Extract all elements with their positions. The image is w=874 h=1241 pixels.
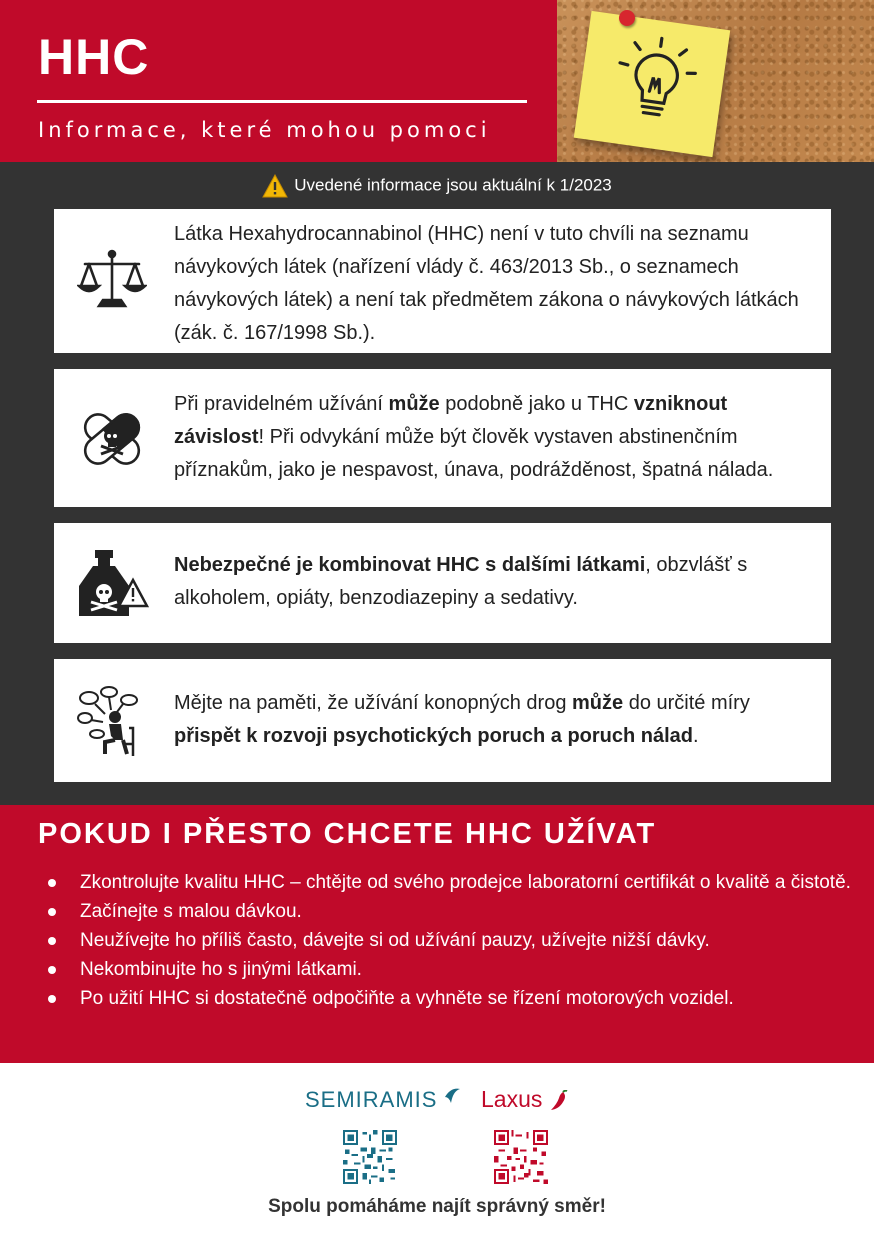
laxus-logo-text: Laxus (481, 1086, 543, 1112)
card-text-part: podobně jako u THC (439, 393, 634, 415)
laxus-logo (481, 1086, 569, 1113)
card-text (174, 687, 813, 753)
card-text-part: , obzvlášť s alkoholem, opiáty, benzodiazepiny a sedativy. (174, 554, 748, 609)
semiramis-logo (305, 1087, 461, 1113)
card-text-part: Mějte na paměti, že užívání konopných drog (174, 692, 573, 714)
semiramis-logo-text: SEMIRAMIS (305, 1087, 438, 1112)
poison-bottle-warning-icon (72, 543, 152, 623)
list-item: Neužívejte ho příliš často, dávejte si od užívání pauzy, užívejte nižší dávky. (48, 926, 858, 955)
lightbulb-icon (606, 30, 706, 130)
title-divider (37, 100, 527, 103)
scales-icon (72, 241, 152, 321)
card-text-emphasis: přispět k rozvoji psychotických poruch a poruch nálad (174, 725, 694, 747)
card-text-part: . (693, 725, 699, 747)
laxus-qr-code[interactable] (494, 1130, 548, 1184)
card-text-body: Látka Hexahydrocannabinol (HHC) není v tuto chvíli na seznamu návykových látek (nařízení vlády č. 463/2013 Sb., o seznamech návykových látek) a není tak předmětem zákona o návykových látkách (zák. č. 167/1998 Sb.). (174, 223, 799, 344)
notice-text: Uvedené informace jsou aktuální k 1/2023 (294, 175, 612, 195)
list-item: Nekombinujte ho s jinými látkami. (48, 955, 858, 984)
card-text-emphasis: může (388, 393, 440, 415)
list-item: Po užití HHC si dostatečně odpočiňte a vyhněte se řízení motorových vozidel. (48, 984, 858, 1013)
info-card-combination (54, 523, 831, 643)
page-title: HHC (38, 29, 150, 85)
semiramis-leaf-icon (443, 1087, 461, 1105)
list-item: Začínejte s malou dávkou. (48, 897, 858, 926)
card-text-emphasis: může (572, 692, 624, 714)
card-text (174, 388, 813, 487)
card-text-emphasis: Nebezpečné je kombinovat HHC s dalšími látkami (174, 554, 646, 576)
card-text-part: do určité míry (623, 692, 750, 714)
pills-poison-icon (72, 399, 152, 479)
info-card-psychosis (54, 659, 831, 782)
card-text (174, 218, 813, 350)
list-item: Zkontrolujte kvalitu HHC – chtějte od svého prodejce laboratorní certifikát o kvalitě a čistotě. (48, 868, 858, 897)
info-card-legal (54, 209, 831, 353)
footer-slogan: Spolu pomáháme najít správný směr! (268, 1196, 606, 1217)
tips-list (48, 868, 858, 1013)
card-text-part: ! Při odvykání může být člověk vystaven abstinenčním příznakům, jako je nespavost, únava, podrážděnost, špatná nálada. (174, 426, 774, 481)
card-text (174, 549, 813, 615)
page-subtitle: Informace, které mohou pomoci (38, 118, 491, 142)
card-text-emphasis: vzniknout závislost (174, 393, 728, 448)
thinking-person-icon (72, 681, 152, 761)
warning-icon (262, 174, 288, 198)
info-card-addiction (54, 369, 831, 507)
tips-title: POKUD I PŘESTO CHCETE HHC UŽÍVAT (38, 818, 657, 850)
validity-notice (0, 174, 874, 198)
laxus-chili-icon (549, 1090, 569, 1112)
pushpin-icon (619, 10, 635, 26)
card-text-part: Při pravidelném užívání (174, 393, 389, 415)
semiramis-qr-code[interactable] (343, 1130, 397, 1184)
